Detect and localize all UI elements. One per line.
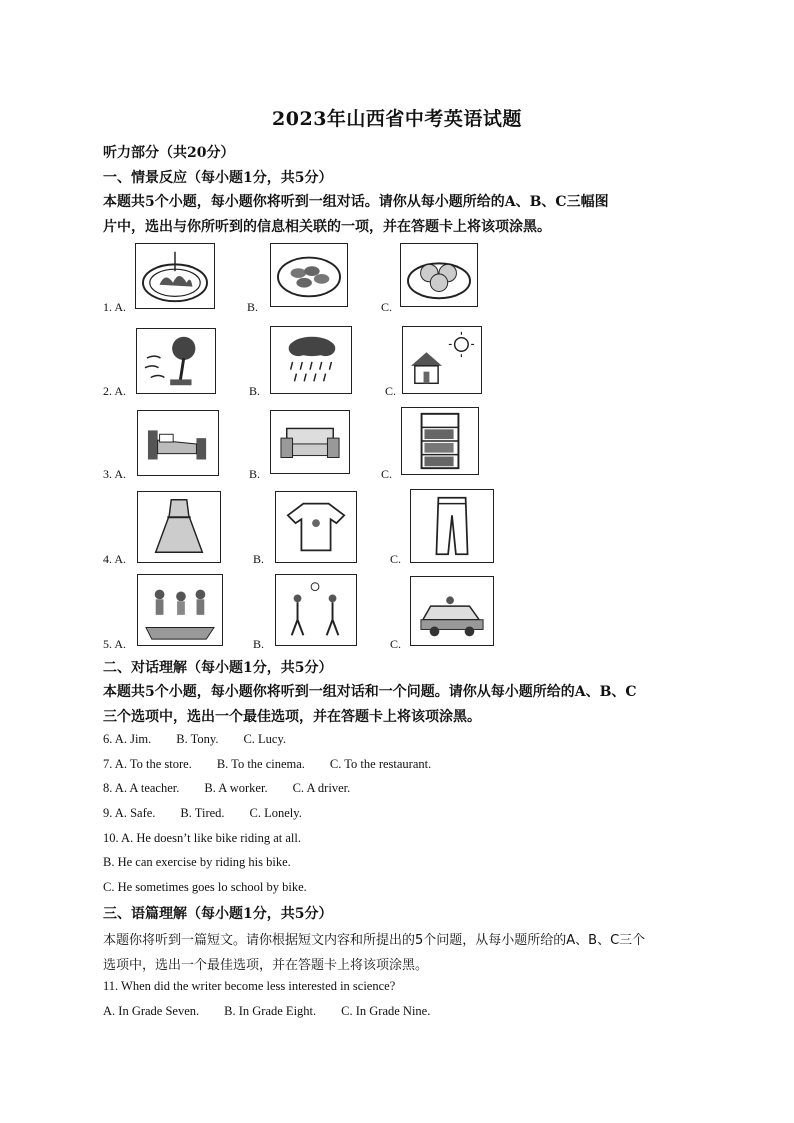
driving-car-icon bbox=[410, 576, 494, 646]
option-label-1b: B. bbox=[247, 300, 259, 314]
question-11-options: A. In Grade Seven. B. In Grade Eight. C. In Grade Nine. bbox=[103, 1004, 431, 1018]
bookshelf-icon bbox=[401, 407, 479, 475]
option-label-4a: 4. A. bbox=[103, 552, 127, 566]
option-label-4c: C. bbox=[390, 552, 402, 566]
option-label-3c: C. bbox=[381, 467, 393, 481]
section1-heading: 一、情景反应（每小题1分，共5分） bbox=[103, 170, 333, 186]
question-11: 11. When did the writer become less interested in science? bbox=[103, 979, 396, 993]
section3-instruction-2: 选项中，选出一个最佳选项，并在答题卡上将该项涂黑。 bbox=[103, 958, 429, 973]
dumplings-icon bbox=[135, 243, 215, 309]
question-10-a: 10. A. He doesn’t like bike riding at all. bbox=[103, 831, 301, 845]
section2-instruction-1: 本题共5个小题，每小题你将听到一组对话和一个问题。请你从每小题所给的A、B、C bbox=[103, 684, 637, 700]
option-label-5a: 5. A. bbox=[103, 637, 127, 651]
option-label-2a: 2. A. bbox=[103, 384, 127, 398]
page-title: 2023年山西省中考英语试题 bbox=[272, 108, 522, 130]
section2-heading: 二、对话理解（每小题1分，共5分） bbox=[103, 660, 333, 676]
bed-icon bbox=[137, 410, 219, 476]
section3-instruction-1: 本题你将听到一篇短文。请你根据短文内容和所提出的5个问题，从每小题所给的A、B、C三个 bbox=[103, 933, 646, 948]
sofa-icon bbox=[270, 410, 350, 474]
section1-instruction-1: 本题共5个小题，每小题你将听到一组对话。请你从每小题所给的A、B、C三幅图 bbox=[103, 194, 609, 210]
section3-heading: 三、语篇理解（每小题1分，共5分） bbox=[103, 906, 333, 922]
section2-instruction-2: 三个选项中，选出一个最佳选项，并在答题卡上将该项涂黑。 bbox=[103, 709, 481, 725]
question-10-c: C. He sometimes goes lo school by bike. bbox=[103, 880, 307, 894]
dress-icon bbox=[137, 491, 221, 563]
question-7: 7. A. To the store. B. To the cinema. C. To the restaurant. bbox=[103, 757, 432, 771]
option-label-4b: B. bbox=[253, 552, 265, 566]
option-label-3b: B. bbox=[249, 467, 261, 481]
question-10-b: B. He can exercise by riding his bike. bbox=[103, 855, 291, 869]
steamed-buns-icon bbox=[400, 243, 478, 307]
question-9: 9. A. Safe. B. Tired. C. Lonely. bbox=[103, 806, 302, 820]
playing-ball-icon bbox=[275, 574, 357, 646]
mooncakes-icon bbox=[270, 243, 348, 307]
windy-tree-icon bbox=[136, 328, 216, 394]
option-label-3a: 3. A. bbox=[103, 467, 127, 481]
sunny-house-icon bbox=[402, 326, 482, 394]
option-label-1a: 1. A. bbox=[103, 300, 127, 314]
option-label-2b: B. bbox=[249, 384, 261, 398]
trousers-icon bbox=[410, 489, 494, 563]
section1-instruction-2: 片中，选出与你所听到的信息相关联的一项，并在答题卡上将该项涂黑。 bbox=[103, 219, 551, 235]
option-label-5b: B. bbox=[253, 637, 265, 651]
option-label-2c: C. bbox=[385, 384, 397, 398]
rain-cloud-icon bbox=[270, 326, 352, 394]
picnic-icon bbox=[137, 574, 223, 646]
tshirt-icon bbox=[275, 491, 357, 563]
question-6: 6. A. Jim. B. Tony. C. Lucy. bbox=[103, 732, 287, 746]
option-label-1c: C. bbox=[381, 300, 393, 314]
listening-header: 听力部分（共20分） bbox=[103, 145, 235, 161]
question-8: 8. A. A teacher. B. A worker. C. A driver. bbox=[103, 781, 351, 795]
option-label-5c: C. bbox=[390, 637, 402, 651]
